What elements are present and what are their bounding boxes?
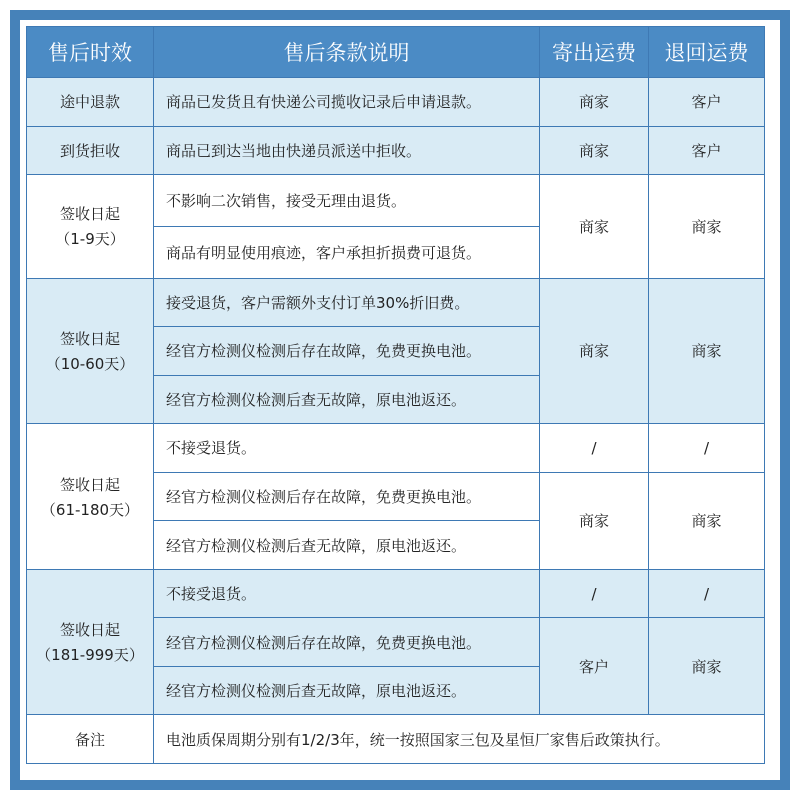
period-cell <box>27 175 154 279</box>
send-fee-cell: 客户 <box>540 618 649 715</box>
period-range: （10-60天） <box>45 354 135 373</box>
note-text: 电池质保周期分别有1/2/3年，统一按照国家三包及星恒厂家售后政策执行。 <box>154 715 765 764</box>
terms-cell: 不接受退货。 <box>154 569 540 618</box>
return-fee-cell: 客户 <box>649 126 765 175</box>
header-row <box>27 27 765 78</box>
return-fee-cell: / <box>649 569 765 618</box>
period-cell: 到货拒收 <box>27 126 154 175</box>
note-row <box>27 715 765 764</box>
send-fee-cell: / <box>540 424 649 473</box>
send-fee-cell: 商家 <box>540 78 649 127</box>
terms-cell: 不影响二次销售，接受无理由退货。 <box>154 175 540 227</box>
terms-cell: 经官方检测仪检测后存在故障，免费更换电池。 <box>154 472 540 521</box>
period-label: 签收日起 <box>59 329 120 348</box>
table-row <box>27 175 765 227</box>
period-range: （61-180天） <box>40 500 140 519</box>
period-cell <box>27 424 154 570</box>
terms-cell: 经官方检测仪检测后查无故障，原电池返还。 <box>154 521 540 570</box>
return-fee-cell: 商家 <box>649 175 765 279</box>
header-send-fee: 寄出运费 <box>540 27 649 78</box>
terms-cell: 商品已发货且有快递公司揽收记录后申请退款。 <box>154 78 540 127</box>
header-return-fee: 退回运费 <box>649 27 765 78</box>
note-label: 备注 <box>27 715 154 764</box>
terms-cell: 商品已到达当地由快递员派送中拒收。 <box>154 126 540 175</box>
period-label: 签收日起 <box>59 205 120 224</box>
after-sales-policy-table <box>26 26 765 764</box>
return-fee-cell: 商家 <box>649 618 765 715</box>
terms-cell: 不接受退货。 <box>154 424 540 473</box>
terms-cell: 经官方检测仪检测后查无故障，原电池返还。 <box>154 666 540 715</box>
period-label: 签收日起 <box>59 475 120 494</box>
send-fee-cell: / <box>540 569 649 618</box>
return-fee-cell: 商家 <box>649 278 765 424</box>
table-row <box>27 126 765 175</box>
return-fee-cell: 客户 <box>649 78 765 127</box>
send-fee-cell: 商家 <box>540 126 649 175</box>
period-cell: 途中退款 <box>27 78 154 127</box>
return-fee-cell: / <box>649 424 765 473</box>
header-period: 售后时效 <box>27 27 154 78</box>
table-row <box>27 424 765 473</box>
period-label: 签收日起 <box>59 621 120 640</box>
header-terms: 售后条款说明 <box>154 27 540 78</box>
send-fee-cell: 商家 <box>540 278 649 424</box>
period-cell <box>27 278 154 424</box>
table-row <box>27 569 765 618</box>
terms-cell: 经官方检测仪检测后存在故障，免费更换电池。 <box>154 327 540 376</box>
send-fee-cell: 商家 <box>540 472 649 569</box>
table-row <box>27 78 765 127</box>
return-fee-cell: 商家 <box>649 472 765 569</box>
terms-cell: 经官方检测仪检测后存在故障，免费更换电池。 <box>154 618 540 667</box>
send-fee-cell: 商家 <box>540 175 649 279</box>
period-cell <box>27 569 154 715</box>
terms-cell: 商品有明显使用痕迹，客户承担折损费可退货。 <box>154 226 540 278</box>
table-row <box>27 278 765 327</box>
period-range: （181-999天） <box>36 646 144 665</box>
terms-cell: 接受退货，客户需额外支付订单30%折旧费。 <box>154 278 540 327</box>
terms-cell: 经官方检测仪检测后查无故障，原电池返还。 <box>154 375 540 424</box>
period-range: （1-9天） <box>55 230 125 249</box>
